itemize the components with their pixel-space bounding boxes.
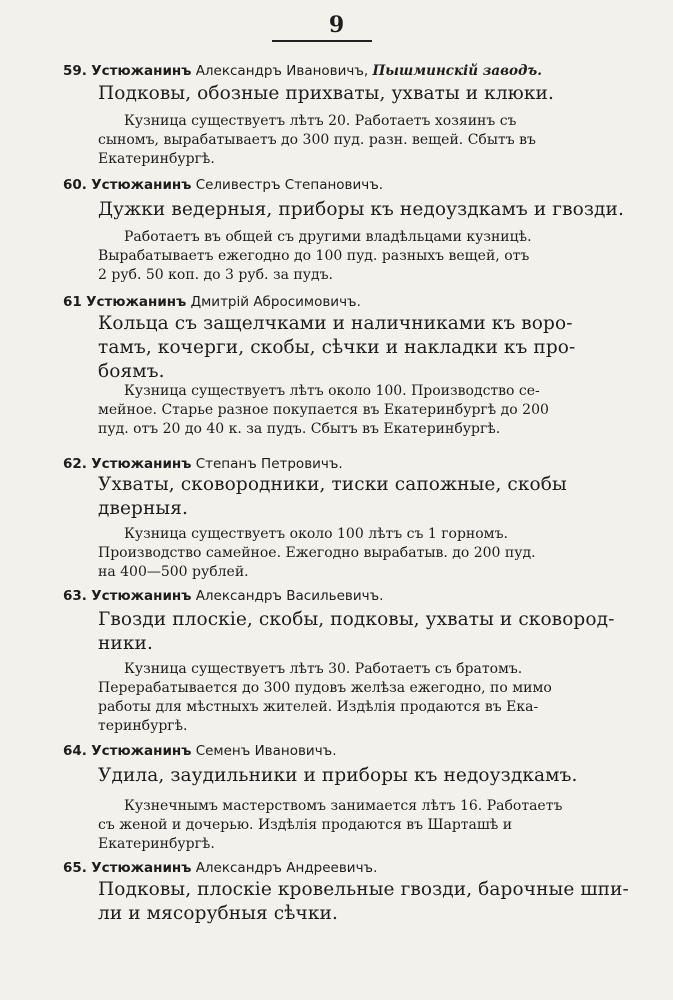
entry-heading: [63, 743, 337, 759]
entry-number: 59.: [63, 63, 87, 79]
entry-surname: Устюжанинъ: [91, 177, 192, 193]
entry-description: [98, 525, 578, 582]
products-line: Гвозди плоскіе, скобы, подковы, ухваты и сковород-: [98, 609, 615, 630]
entry-description: [98, 112, 578, 169]
description-line: Кузница существуетъ лѣтъ 20. Работаетъ хозяинъ съ: [124, 113, 517, 129]
entry-given-name: Селивестръ Степановичъ.: [195, 177, 384, 193]
entry-number: 64.: [63, 743, 87, 759]
entry-description: [98, 660, 578, 736]
entry-products: [98, 82, 598, 106]
products-line: ники.: [98, 633, 153, 654]
products-line: Ухваты, сковородники, тиски сапожные, скобы: [98, 474, 567, 495]
description-line: сыномъ, вырабатываетъ до 300 пуд. разн. вещей. Сбытъ въ: [98, 132, 536, 148]
products-line: дверныя.: [98, 498, 189, 519]
entry-heading: [63, 177, 383, 193]
entry-number: 61: [63, 294, 82, 310]
header-rule: [272, 40, 372, 42]
entry-number: 62.: [63, 456, 87, 472]
products-line: боямъ.: [98, 361, 165, 382]
description-line: работы для мѣстныхъ жителей. Издѣлія продаются въ Ека-: [98, 699, 539, 715]
entry-description: [98, 382, 578, 439]
products-line: Подковы, обозные прихваты, ухваты и клюки.: [98, 83, 554, 104]
description-line: съ женой и дочерью. Издѣлія продаются въ Шарташѣ и: [98, 817, 513, 833]
entry-products: [98, 608, 615, 656]
description-line: Вырабатываетъ ежегодно до 100 пуд. разныхъ вещей, отъ: [98, 248, 530, 264]
description-line: Перерабатывается до 300 пудовъ желѣза ежегодно, по мимо: [98, 680, 552, 696]
entry-given-name: Семенъ Ивановичъ.: [195, 743, 337, 759]
entry-number: 65.: [63, 860, 87, 876]
entry-number: 63.: [63, 588, 87, 604]
entry-heading: [63, 860, 377, 876]
entry-heading: [63, 588, 383, 604]
entry-given-name: Александръ Ивановичъ,: [195, 63, 369, 79]
description-line: Кузница существуетъ лѣтъ 30. Работаетъ съ братомъ.: [124, 661, 523, 677]
entry-surname: Устюжанинъ: [91, 456, 192, 472]
entry-given-name: Александръ Андреевичъ.: [195, 860, 378, 876]
description-line: Кузница существуетъ около 100 лѣтъ съ 1 горномъ.: [124, 526, 508, 542]
page-number: 9: [328, 12, 345, 38]
description-line: Екатеринбургѣ.: [98, 836, 215, 852]
entry-surname: Устюжанинъ: [91, 860, 192, 876]
description-line: Кузница существуетъ лѣтъ около 100. Производство се-: [124, 383, 540, 399]
entry-heading: [63, 456, 343, 472]
products-line: Дужки ведерныя, приборы къ недоуздкамъ и гвозди.: [98, 199, 624, 220]
products-line: Подковы, плоскіе кровельные гвозди, барочные шпи-: [98, 879, 629, 900]
entry-products: [98, 764, 598, 788]
description-line: пуд. отъ 20 до 40 к. за пудъ. Сбытъ въ Екатеринбургѣ.: [98, 421, 501, 437]
description-line: 2 руб. 50 коп. до 3 руб. за пудъ.: [98, 267, 333, 283]
description-line: мейное. Старье разное покупается въ Екатеринбургѣ до 200: [98, 402, 549, 418]
entry-place: Пышминскій заводъ.: [372, 63, 542, 79]
entry-given-name: Александръ Васильевичъ.: [195, 588, 384, 604]
products-line: Кольца съ защелчками и наличниками къ воро-: [98, 313, 573, 334]
description-line: на 400—500 рублей.: [98, 564, 249, 580]
entry-number: 60.: [63, 177, 87, 193]
entry-heading: [63, 63, 542, 79]
description-line: Производство самейное. Ежегодно вырабатыв. до 200 пуд.: [98, 545, 536, 561]
products-line: Удила, заудильники и приборы къ недоуздкамъ.: [98, 765, 578, 786]
entry-products: [98, 198, 624, 222]
description-line: Кузнечнымъ мастерствомъ занимается лѣтъ 16. Работаетъ: [124, 798, 563, 814]
entry-surname: Устюжанинъ: [91, 743, 192, 759]
entry-products: [98, 878, 629, 926]
entry-surname: Устюжанинъ: [91, 588, 192, 604]
entry-products: [98, 473, 598, 521]
entry-given-name: Степанъ Петровичъ.: [195, 456, 343, 472]
entry-products: [98, 312, 598, 384]
entry-description: [98, 228, 578, 285]
entry-heading: [63, 294, 361, 310]
entry-surname: Устюжанинъ: [86, 294, 187, 310]
entry-description: [98, 797, 578, 854]
products-line: ли и мясорубныя сѣчки.: [98, 903, 338, 924]
products-line: тамъ, кочерги, скобы, сѣчки и накладки къ про-: [98, 337, 576, 358]
description-line: Работаетъ въ общей съ другими владѣльцами кузницѣ.: [124, 229, 532, 245]
entry-given-name: Дмитрій Абросимовичъ.: [190, 294, 361, 310]
description-line: теринбургѣ.: [98, 718, 188, 734]
entry-surname: Устюжанинъ: [91, 63, 192, 79]
description-line: Екатеринбургѣ.: [98, 151, 215, 167]
